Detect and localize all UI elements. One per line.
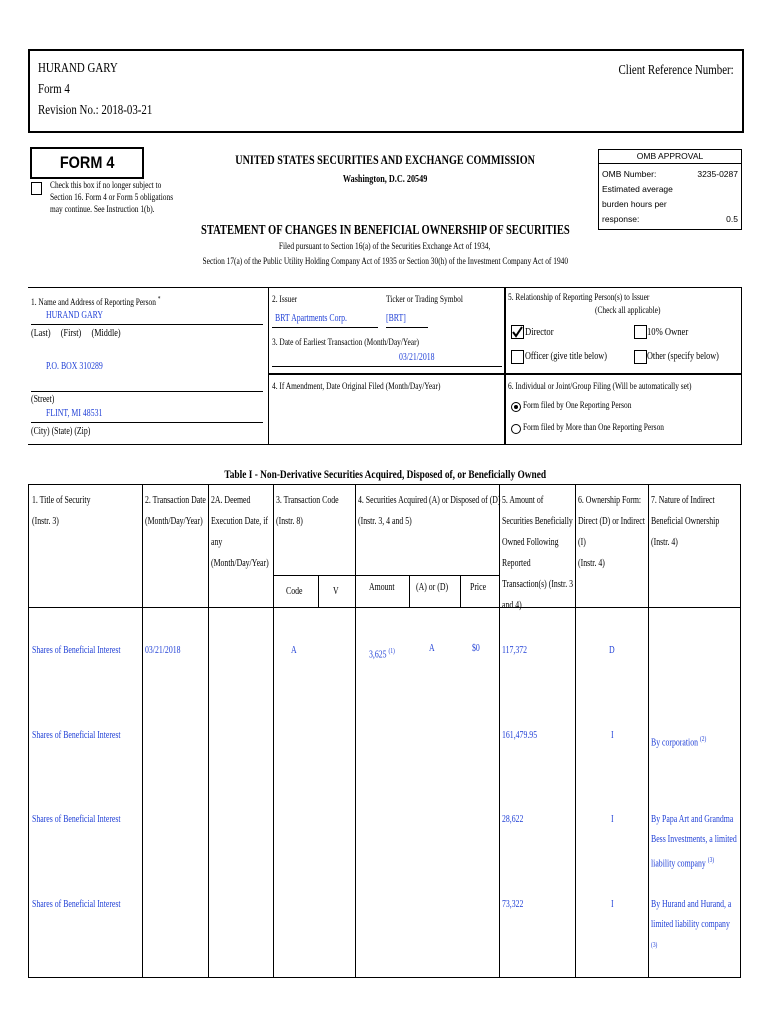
col-deemed-execution: 2A. Deemed Execution Date, if any (Month/Day/Year) bbox=[211, 495, 269, 569]
filed-pursuant-line-2: Section 17(a) of the Public Utility Holding Company Act of 1935 or Section 30(h) of the Investment Company Act of 1940 bbox=[202, 257, 568, 267]
no-longer-subject-text: Check this box if no longer subject to Section 16. Form 4 or Form 5 obligations may continue. See Instruction 1(b). bbox=[50, 181, 174, 215]
issuer-label: 2. Issuer bbox=[272, 295, 298, 305]
col-code: Code bbox=[286, 586, 303, 597]
box1-label: 1. Name and Address of Reporting Person * bbox=[31, 295, 161, 309]
revision-number: Revision No.: 2018-03-21 bbox=[38, 103, 153, 118]
row3-form: I bbox=[611, 814, 614, 825]
reporter-name: HURAND GARY bbox=[38, 61, 118, 76]
ten-percent-owner-label: 10% Owner bbox=[647, 326, 689, 338]
earliest-transaction-label: 3. Date of Earliest Transaction (Month/Day/Year) bbox=[272, 338, 420, 348]
multiple-persons-label: Form filed by More than One Reporting Person bbox=[523, 423, 664, 433]
row3-owned: 28,622 bbox=[502, 814, 524, 825]
col-amount-owned: 5. Amount of Securities Beneficially Owned Following Reported Transaction(s) (Instr. 3 and 4) bbox=[502, 495, 573, 611]
other-checkbox[interactable] bbox=[634, 350, 647, 364]
earliest-transaction-date: 03/21/2018 bbox=[399, 352, 435, 363]
amendment-label: 4. If Amendment, Date Original Filed (Month/Day/Year) bbox=[272, 382, 441, 392]
row4-nature: By Hurand and Hurand, a limited liability company $^{(3)}$ bbox=[651, 899, 732, 949]
row1-owned: 117,372 bbox=[502, 645, 528, 656]
non-derivative-table bbox=[28, 484, 741, 978]
row1-amount: 3,625 $^{(1)}$ bbox=[369, 647, 395, 661]
reporting-person-name: HURAND GARY bbox=[46, 310, 103, 321]
row1-a-or-d: A bbox=[429, 643, 435, 654]
col-v: V bbox=[333, 586, 339, 597]
omb-number-label: OMB Number: bbox=[602, 169, 657, 179]
col-ownership-form: 6. Ownership Form: Direct (D) or Indirect (I) (Instr. 4) bbox=[578, 495, 645, 569]
client-reference-label: Client Reference Number: bbox=[618, 63, 734, 78]
amendment-box bbox=[268, 373, 506, 445]
filing-type-label: 6. Individual or Joint/Group Filing (Will be automatically set) bbox=[508, 382, 692, 392]
relationship-label: 5. Relationship of Reporting Person(s) to Issuer bbox=[508, 293, 650, 303]
multiple-persons-radio[interactable] bbox=[511, 424, 521, 434]
omb-heading: OMB APPROVAL bbox=[599, 150, 741, 164]
officer-checkbox[interactable] bbox=[511, 350, 524, 364]
burden-label-3: response: bbox=[602, 214, 640, 224]
director-label: Director bbox=[525, 326, 554, 338]
checkmark-icon bbox=[512, 326, 523, 338]
row1-date: 03/21/2018 bbox=[145, 645, 181, 656]
col-title-of-security: 1. Title of Security (Instr. 3) bbox=[32, 495, 91, 527]
city-value: FLINT, MI 48531 bbox=[46, 408, 103, 419]
form-label: Form 4 bbox=[38, 82, 70, 97]
other-label: Other (specify below) bbox=[647, 351, 719, 362]
col-securities-acquired: 4. Securities Acquired (A) or Disposed of (D) (Instr. 3, 4 and 5) bbox=[358, 495, 501, 527]
city-label: (City) (State) (Zip) bbox=[31, 426, 91, 437]
reporting-person-box bbox=[28, 287, 269, 445]
one-person-label: Form filed by One Reporting Person bbox=[523, 401, 632, 411]
ten-percent-owner-checkbox[interactable] bbox=[634, 325, 647, 339]
col-amount: Amount bbox=[369, 582, 395, 593]
burden-value: 0.5 bbox=[726, 214, 738, 224]
row2-form: I bbox=[611, 730, 614, 741]
officer-label: Officer (give title below) bbox=[525, 351, 607, 362]
omb-number-value: 3235-0287 bbox=[697, 169, 738, 179]
one-person-radio[interactable] bbox=[511, 402, 521, 412]
burden-label-2: burden hours per bbox=[602, 199, 667, 209]
relationship-box bbox=[504, 287, 742, 375]
row2-nature: By corporation $^{(2)}$ bbox=[651, 735, 707, 749]
col-price: Price bbox=[470, 582, 487, 593]
omb-approval-box bbox=[598, 149, 742, 230]
row2-owned: 161,479.95 bbox=[502, 730, 538, 741]
filing-type-box bbox=[504, 373, 742, 445]
street-label: (Street) bbox=[31, 394, 55, 405]
relationship-sublabel: (Check all applicable) bbox=[595, 306, 661, 316]
burden-label-1: Estimated average bbox=[602, 184, 673, 194]
director-checkbox[interactable] bbox=[511, 325, 524, 339]
row1-form: D bbox=[609, 645, 615, 656]
document-header bbox=[28, 49, 744, 133]
ticker-label: Ticker or Trading Symbol bbox=[386, 295, 463, 305]
row2-title: Shares of Beneficial Interest bbox=[32, 730, 121, 741]
sec-address: Washington, D.C. 20549 bbox=[342, 174, 428, 185]
row1-price: $0 bbox=[472, 643, 480, 654]
issuer-name: BRT Apartments Corp. bbox=[275, 313, 347, 324]
form-title: FORM 4 bbox=[30, 147, 144, 179]
row4-owned: 73,322 bbox=[502, 899, 524, 910]
row3-nature: By Papa Art and Grandma Bess Investments, a limited liability company $^{(3)}$ bbox=[651, 814, 737, 870]
row3-title: Shares of Beneficial Interest bbox=[32, 814, 121, 825]
ticker-symbol: [BRT] bbox=[386, 313, 406, 324]
row1-code: A bbox=[291, 645, 297, 656]
name-parts-label: (Last) (First) (Middle) bbox=[31, 328, 121, 339]
issuer-box bbox=[268, 287, 506, 375]
table-title: Table I - Non-Derivative Securities Acquired, Disposed of, or Beneficially Owned bbox=[224, 467, 546, 481]
street-value: P.O. BOX 310289 bbox=[46, 361, 103, 372]
col-transaction-code: 3. Transaction Code (Instr. 8) bbox=[276, 495, 339, 527]
filed-pursuant-line-1: Filed pursuant to Section 16(a) of the Securities Exchange Act of 1934, bbox=[279, 242, 491, 252]
col-transaction-date: 2. Transaction Date (Month/Day/Year) bbox=[145, 495, 206, 527]
sec-title: UNITED STATES SECURITIES AND EXCHANGE COMMISSION bbox=[235, 152, 535, 167]
col-nature-of-ownership: 7. Nature of Indirect Beneficial Ownership (Instr. 4) bbox=[651, 495, 720, 548]
statement-title: STATEMENT OF CHANGES IN BENEFICIAL OWNERSHIP OF SECURITIES bbox=[200, 222, 570, 237]
col-a-or-d: (A) or (D) bbox=[416, 582, 449, 593]
row4-form: I bbox=[611, 899, 614, 910]
row4-title: Shares of Beneficial Interest bbox=[32, 899, 121, 910]
row1-title: Shares of Beneficial Interest bbox=[32, 645, 121, 656]
